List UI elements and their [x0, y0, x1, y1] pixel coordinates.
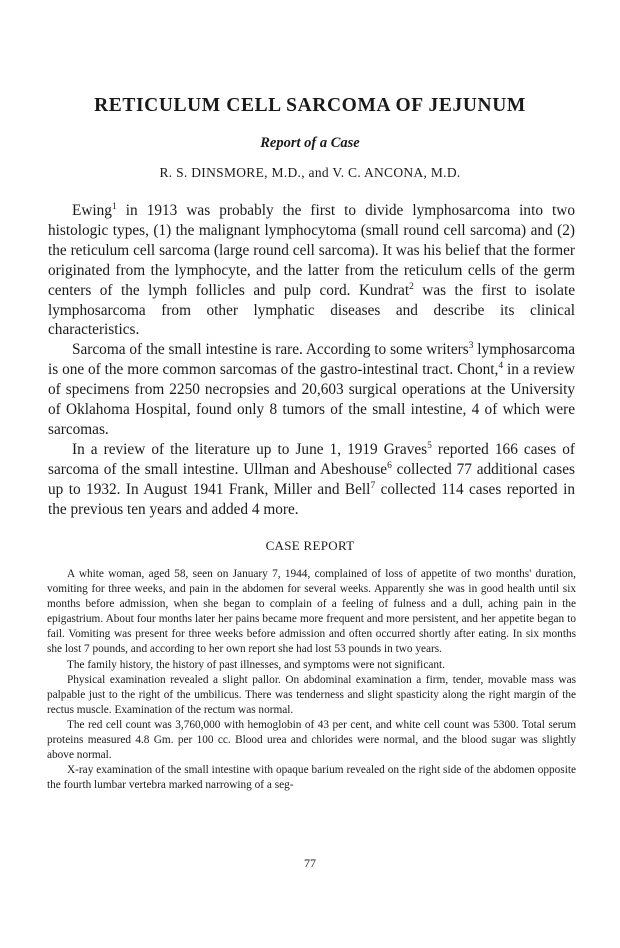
article-subtitle: Report of a Case [260, 135, 360, 151]
reference-marker: 7 [370, 480, 376, 491]
intro-text: Sarcoma of the small intestine is rare. According to some writers [72, 341, 469, 359]
reference-marker: 3 [468, 341, 474, 352]
reference-marker: 4 [498, 361, 504, 372]
reference-marker: 6 [387, 460, 392, 471]
case-paragraph: The family history, the history of past illnesses, and symptoms were not significant. [67, 658, 445, 671]
reference-marker: 1 [111, 201, 117, 212]
intro-text: In a review of the literature up to June 1, 1919 Graves [72, 440, 428, 458]
intro-text: collected 77 additional cases up to 1932. In August 1941 Frank, Miller and Bell [48, 460, 575, 498]
intro-text: collected 114 cases reported in the previous ten years and added 4 more. [48, 480, 576, 518]
case-paragraph: A white woman, aged 58, seen on January 7, 1944, complained of loss of appetite of two months' duration, vomiting for three weeks, and pain in the abdomen for several weeks. Apparently she was in good health until six months before admission, when she began to complain of a feeling of fulness and a dull, aching pain in the epigastrium. About four months later her pains became more frequent and more persistent, and her appetite began to fail. Vomiting was present for three weeks before admission and often occurred shortly after eating. In six months she lost 7 pounds, and according to her own report she had lost 53 pounds in two years. [47, 568, 576, 656]
intro-text: Ewing [72, 202, 112, 219]
introduction [48, 201, 575, 520]
case-paragraph: X-ray examination of the small intestine with opaque barium revealed on the right side of the abdomen opposite the fourth lumbar vertebra marked narrowing of a seg- [47, 764, 576, 792]
reference-marker: 5 [427, 440, 432, 451]
case-paragraph: Physical examination revealed a slight pallor. On abdominal examination a firm, tender, movable mass was palpable just to the right of the umbilicus. There was tenderness and slight spasticity along the right margin of the rectus muscle. Examination of the rectum was normal. [47, 673, 576, 716]
case-paragraph: The red cell count was 3,760,000 with hemoglobin of 43 per cent, and white cell count was 5300. Total serum proteins measured 4.8 Gm. per 100 cc. Blood urea and chlorides were normal, and the blood sugar was slightly above normal. [47, 718, 576, 762]
intro-text: reported 166 cases of sarcoma of the small intestine. Ullman and Abeshouse [48, 440, 575, 478]
intro-paragraph [48, 440, 575, 520]
intro-text: lymphosarcoma is one of the more common sarcomas of the gastro-intestinal tract. Chont, [48, 341, 576, 379]
section-heading: CASE REPORT [265, 538, 355, 553]
page-number: 77 [304, 856, 316, 870]
intro-text: in a review of specimens from 2250 necropsies and 20,603 surgical operations at the University of Oklahoma Hospital, found only 8 tumors of the small intestine, 4 of which were sarcomas. [48, 361, 576, 438]
author-line: R. S. DINSMORE, M.D., and V. C. ANCONA, M.D. [159, 165, 461, 180]
reference-marker: 2 [409, 281, 414, 292]
intro-text: in 1913 was probably the first to divide lymphosarcoma into two histologic types, (1) the malignant lymphocytoma (small round cell sarcoma) and (2) the reticulum cell sarcoma (large round cell sarcoma). It was his belief that the former originated from the lymphocyte, and the latter from the reticulum cells of the germ centers of the lymph follicles and pulp cord. Kundrat [48, 202, 575, 299]
intro-paragraph [48, 201, 575, 340]
case-report [47, 567, 576, 793]
intro-text: was the first to isolate lymphosarcoma from other lymphatic diseases and describe its clinical characteristics. [48, 281, 575, 339]
article-title: RETICULUM CELL SARCOMA OF JEJUNUM [94, 95, 526, 116]
intro-paragraph [48, 340, 575, 440]
